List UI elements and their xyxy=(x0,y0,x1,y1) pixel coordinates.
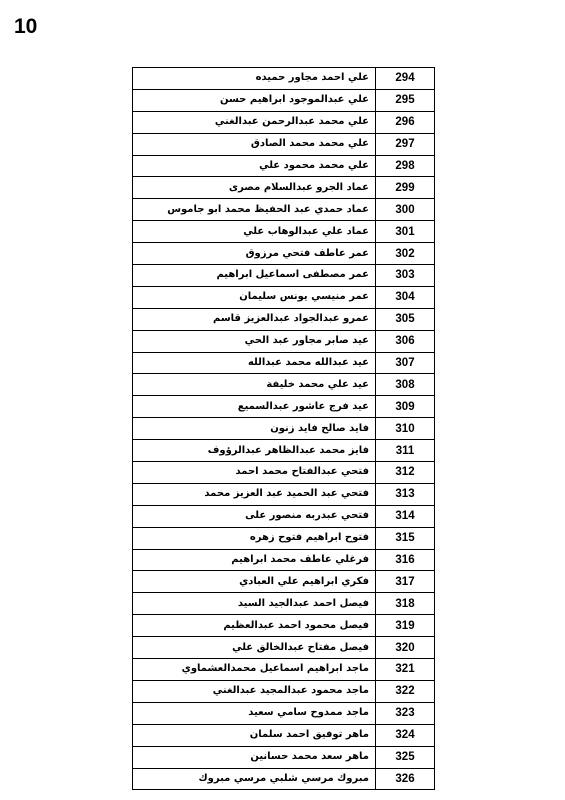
table-body xyxy=(133,68,435,790)
table-row xyxy=(133,768,435,790)
name-cell: ماجد ممدوح سامي سعيد xyxy=(133,702,376,724)
row-number-cell: 313 xyxy=(376,483,435,505)
table-row xyxy=(133,221,435,243)
row-number-cell: 307 xyxy=(376,352,435,374)
table-row xyxy=(133,396,435,418)
name-cell: ماجد محمود عبدالمجيد عبدالغني xyxy=(133,680,376,702)
name-cell: فتحي عبدالفتاح محمد احمد xyxy=(133,462,376,484)
row-number-cell: 312 xyxy=(376,462,435,484)
table-row xyxy=(133,89,435,111)
name-cell: عماد حمدي عبد الحفيظ محمد ابو جاموس xyxy=(133,199,376,221)
name-cell: فكري ابراهيم علي العبادي xyxy=(133,571,376,593)
table-row xyxy=(133,593,435,615)
row-number-cell: 301 xyxy=(376,221,435,243)
row-number-cell: 320 xyxy=(376,637,435,659)
name-cell: فتحي عبد الحميد عبد العزيز محمد xyxy=(133,483,376,505)
table-row xyxy=(133,418,435,440)
name-cell: فتحي عبدربه منصور على xyxy=(133,505,376,527)
name-cell: فايز محمد عبدالظاهر عبدالرؤوف xyxy=(133,440,376,462)
row-number-cell: 302 xyxy=(376,243,435,265)
row-number-cell: 323 xyxy=(376,702,435,724)
row-number-cell: 303 xyxy=(376,265,435,287)
name-cell: عماد الجرو عبدالسلام مصرى xyxy=(133,177,376,199)
table-row xyxy=(133,243,435,265)
table-row xyxy=(133,265,435,287)
name-cell: عيد عبدالله محمد عبدالله xyxy=(133,352,376,374)
name-cell: فتوح ابراهيم فتوح زهره xyxy=(133,527,376,549)
row-number-cell: 322 xyxy=(376,680,435,702)
row-number-cell: 298 xyxy=(376,155,435,177)
table-row xyxy=(133,505,435,527)
row-number-cell: 308 xyxy=(376,374,435,396)
row-number-cell: 294 xyxy=(376,68,435,90)
name-cell: علي محمد محمد الصادق xyxy=(133,133,376,155)
name-cell: عماد علي عبدالوهاب علي xyxy=(133,221,376,243)
table-row xyxy=(133,286,435,308)
name-cell: فيصل مفتاح عبدالخالق علي xyxy=(133,637,376,659)
name-cell: عيد علي محمد خليفة xyxy=(133,374,376,396)
name-cell: علي احمد مجاور حميده xyxy=(133,68,376,90)
row-number-cell: 316 xyxy=(376,549,435,571)
table-row xyxy=(133,440,435,462)
row-number-cell: 305 xyxy=(376,308,435,330)
table-row xyxy=(133,549,435,571)
table-row xyxy=(133,330,435,352)
name-cell: فايد صالح فايد زنون xyxy=(133,418,376,440)
table-row xyxy=(133,352,435,374)
name-cell: عيد فرج عاشور عبدالسميع xyxy=(133,396,376,418)
row-number-cell: 309 xyxy=(376,396,435,418)
name-cell: عمر مصطفى اسماعيل ابراهيم xyxy=(133,265,376,287)
row-number-cell: 297 xyxy=(376,133,435,155)
table-row xyxy=(133,527,435,549)
row-number-cell: 324 xyxy=(376,724,435,746)
table-row xyxy=(133,155,435,177)
row-number-cell: 315 xyxy=(376,527,435,549)
name-cell: عمر عاطف فتحي مرزوق xyxy=(133,243,376,265)
row-number-cell: 300 xyxy=(376,199,435,221)
row-number-cell: 296 xyxy=(376,111,435,133)
name-cell: مبروك مرسي شلبي مرسي مبروك xyxy=(133,768,376,790)
name-cell: علي محمد محمود علي xyxy=(133,155,376,177)
name-cell: عمر منيسي يونس سليمان xyxy=(133,286,376,308)
row-number-cell: 299 xyxy=(376,177,435,199)
row-number-cell: 317 xyxy=(376,571,435,593)
name-cell: علي عبدالموجود ابراهيم حسن xyxy=(133,89,376,111)
row-number-cell: 325 xyxy=(376,746,435,768)
table-row xyxy=(133,702,435,724)
page-number: 10 xyxy=(14,15,38,38)
name-cell: فيصل احمد عبدالجيد السيد xyxy=(133,593,376,615)
name-cell: علي محمد عبدالرحمن عبدالغني xyxy=(133,111,376,133)
row-number-cell: 311 xyxy=(376,440,435,462)
name-cell: عيد صابر مجاور عبد الحي xyxy=(133,330,376,352)
row-number-cell: 306 xyxy=(376,330,435,352)
table-row xyxy=(133,308,435,330)
table-row xyxy=(133,374,435,396)
row-number-cell: 295 xyxy=(376,89,435,111)
row-number-cell: 321 xyxy=(376,659,435,681)
table-row xyxy=(133,462,435,484)
row-number-cell: 310 xyxy=(376,418,435,440)
row-number-cell: 314 xyxy=(376,505,435,527)
table-row xyxy=(133,199,435,221)
name-cell: عمرو عبدالجواد عبدالعزيز قاسم xyxy=(133,308,376,330)
name-cell: فرغلي عاطف محمد ابراهيم xyxy=(133,549,376,571)
name-cell: ماهر توفيق احمد سلمان xyxy=(133,724,376,746)
table-row xyxy=(133,659,435,681)
name-cell: ماهر سعد محمد حسانين xyxy=(133,746,376,768)
name-cell: فيصل محمود احمد عبدالعظيم xyxy=(133,615,376,637)
row-number-cell: 304 xyxy=(376,286,435,308)
table-row xyxy=(133,68,435,90)
table-row xyxy=(133,111,435,133)
table-row xyxy=(133,724,435,746)
name-cell: ماجد ابراهيم اسماعيل محمدالعشماوي xyxy=(133,659,376,681)
row-number-cell: 318 xyxy=(376,593,435,615)
table-row xyxy=(133,746,435,768)
table-row xyxy=(133,571,435,593)
table-row xyxy=(133,483,435,505)
row-number-cell: 319 xyxy=(376,615,435,637)
table-row xyxy=(133,680,435,702)
table-row xyxy=(133,637,435,659)
row-number-cell: 326 xyxy=(376,768,435,790)
table-row xyxy=(133,615,435,637)
table-row xyxy=(133,177,435,199)
table-row xyxy=(133,133,435,155)
names-table xyxy=(132,67,435,790)
